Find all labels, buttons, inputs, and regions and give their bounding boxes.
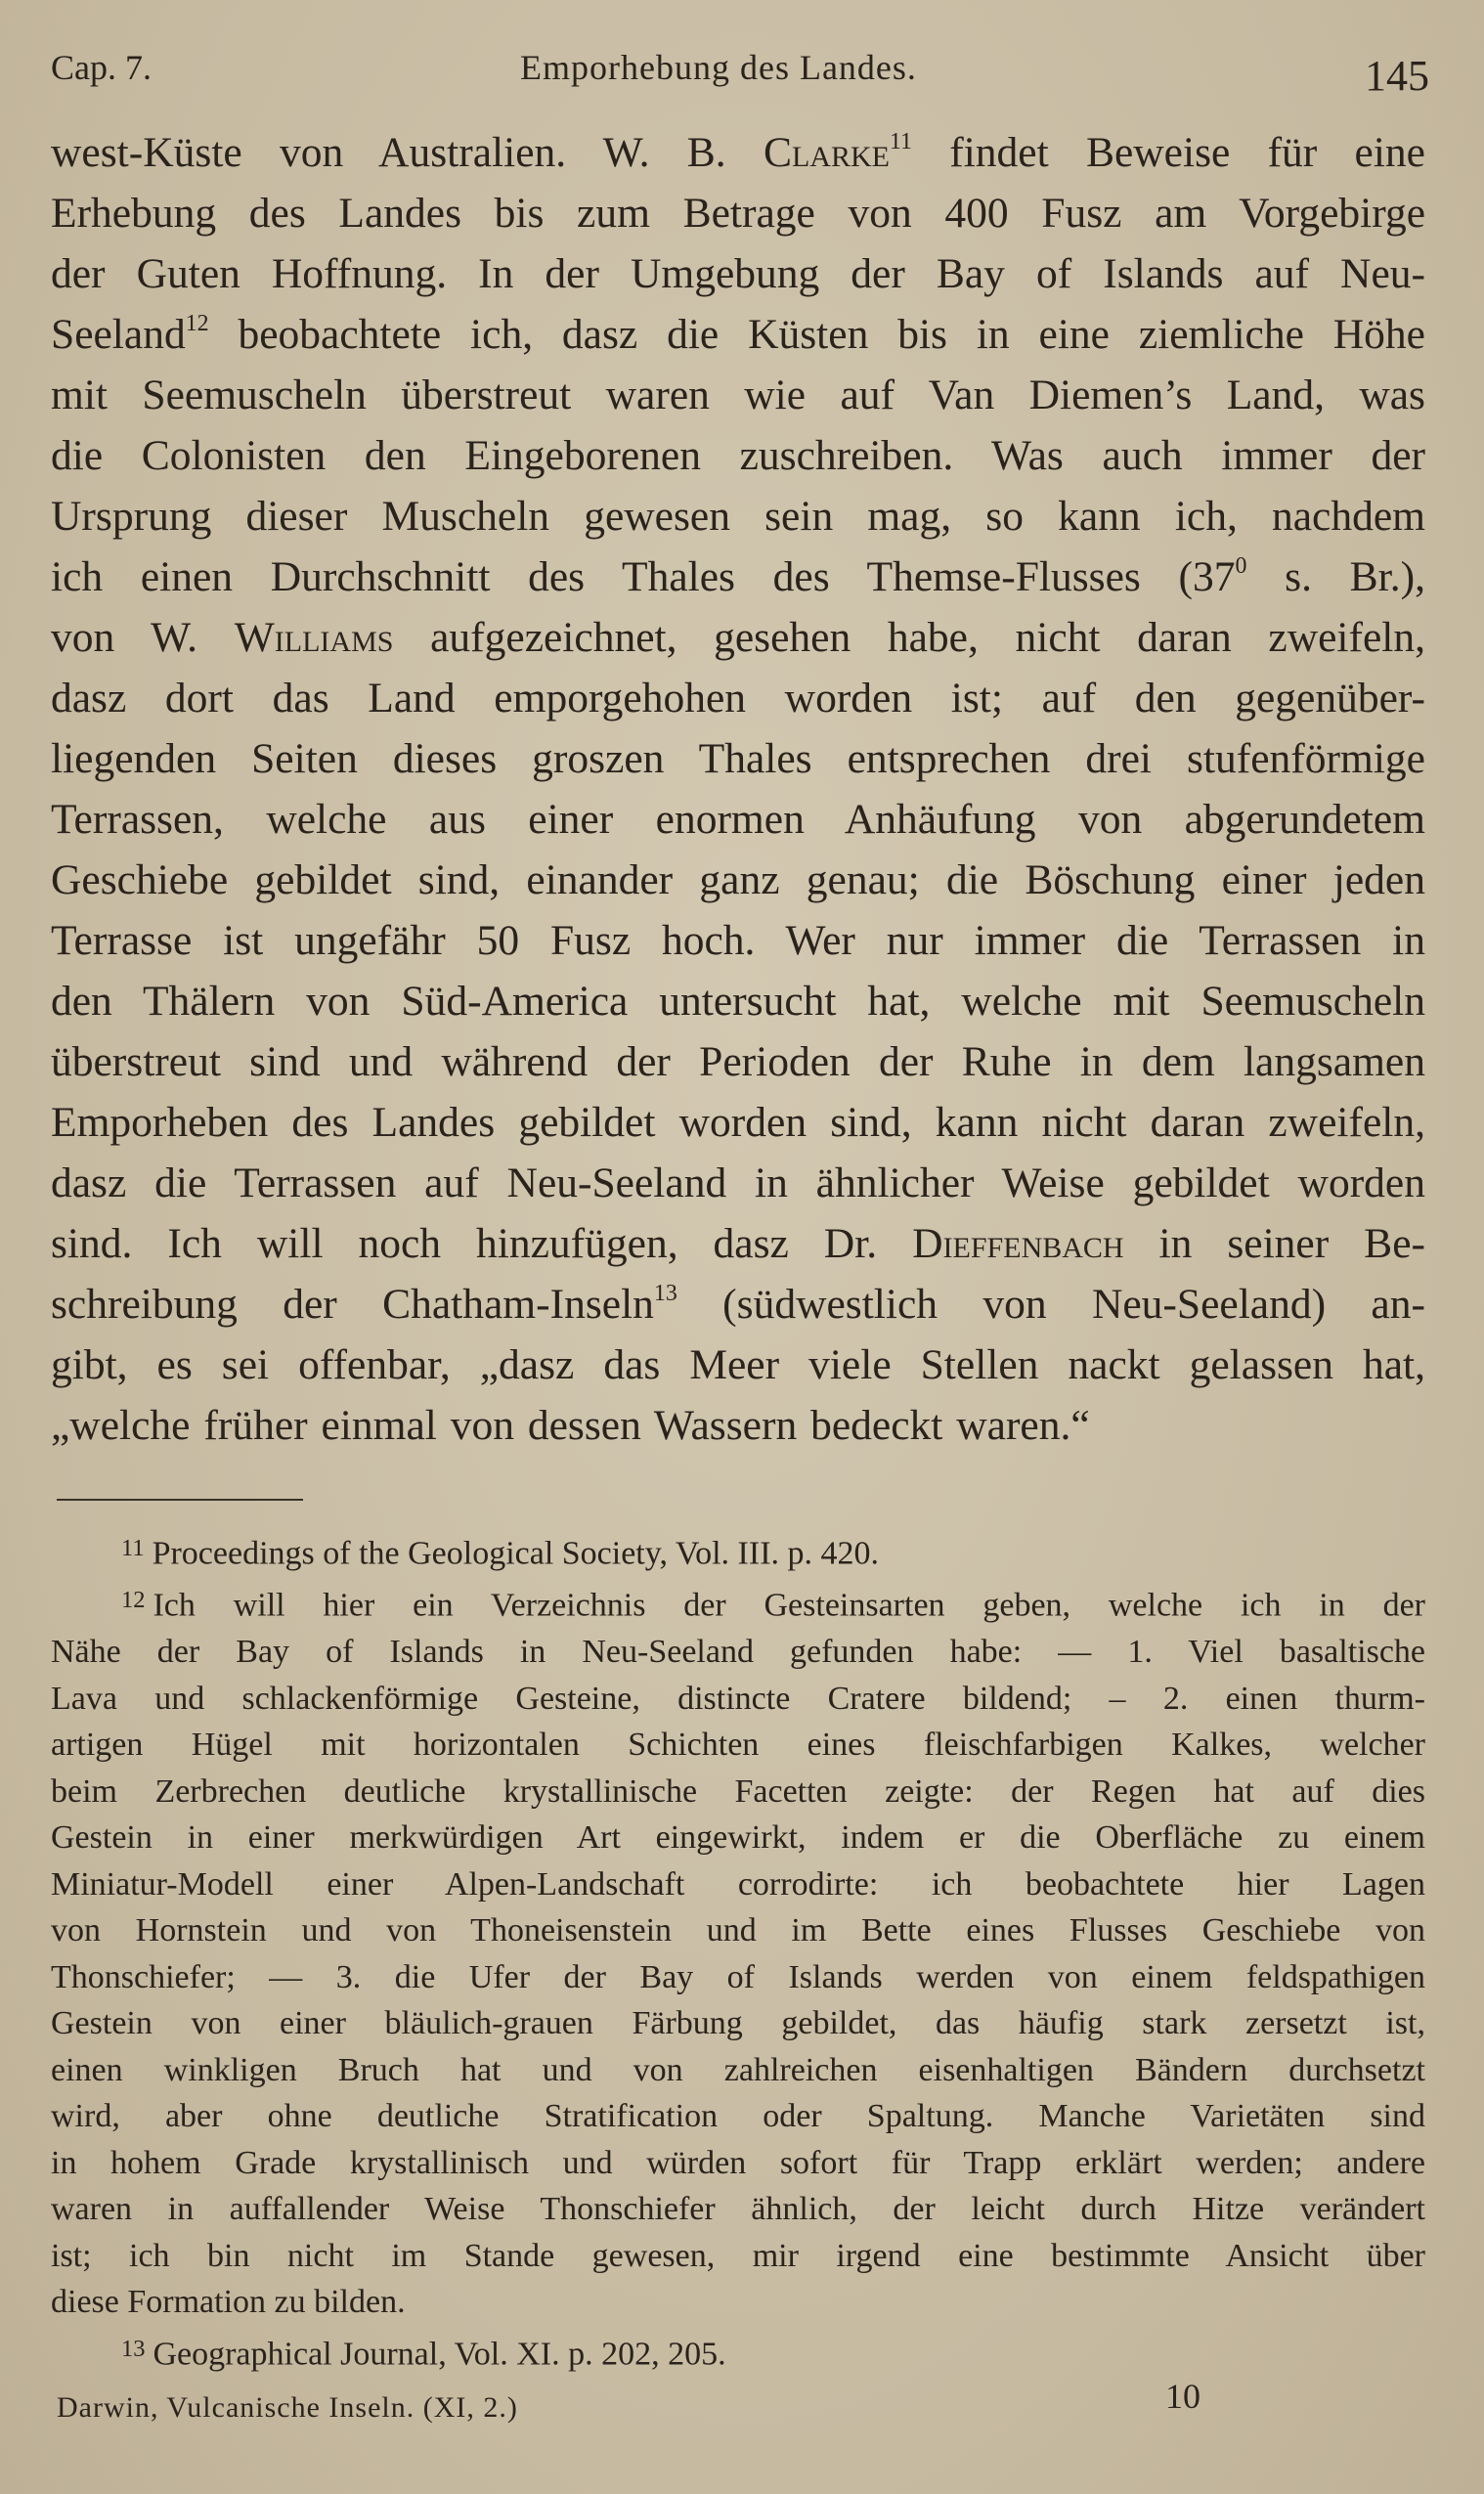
footnote-ref: 0 bbox=[1235, 553, 1247, 580]
page-footer bbox=[57, 2376, 1200, 2434]
footnote-line: wird, aber ohne deutliche Stratification oder Spaltung. Manche Varietäten sind bbox=[51, 2098, 1425, 2135]
text-line: Ursprung dieser Muscheln gewesen sein mag, so kann ich, nachdem bbox=[51, 493, 1425, 540]
footnote-ref: 13 bbox=[653, 1281, 677, 1307]
text-line: Emporheben des Landes gebildet worden sind, kann nicht daran zweifeln, bbox=[51, 1099, 1425, 1146]
text-line: dasz dort das Land emporgehohen worden ist; auf den gegenüber- bbox=[51, 675, 1425, 722]
text-line: überstreut sind und während der Perioden der Ruhe in dem langsamen bbox=[51, 1038, 1425, 1085]
page-number: 145 bbox=[1365, 52, 1429, 100]
footnote-line: Miniatur-Modell einer Alpen-Landschaft corrodirte: ich beobachtete hier Lagen bbox=[51, 1865, 1425, 1903]
footnote-line: beim Zerbrechen deutliche krystallinische Facetten zeigte: der Regen hat auf dies bbox=[51, 1772, 1425, 1810]
footnote-11 bbox=[51, 1525, 1425, 1577]
footnote-line: ist; ich bin nicht im Stande gewesen, mir irgend eine bestimmte Ansicht über bbox=[51, 2237, 1425, 2274]
text-line: von W. Williams aufgezeichnet, gesehen habe, nicht daran zweifeln, bbox=[51, 614, 1426, 661]
footnotes bbox=[51, 1525, 1425, 2378]
footnote-ref: 11 bbox=[889, 129, 912, 155]
text-line: Geschiebe gebildet sind, einander ganz genau; die Böschung einer jeden bbox=[51, 856, 1425, 903]
footnote-line: $^{12}$ Ich will hier ein Verzeichnis der Gesteinsarten geben, welche ich in der bbox=[121, 1587, 1425, 1624]
footnote-number: 12 bbox=[121, 1587, 146, 1614]
footnote-divider bbox=[57, 1499, 303, 1501]
text-line: schreibung der Chatham-Inseln$^{13}$ (südwestlich von Neu-Seeland) an- bbox=[51, 1281, 1425, 1328]
text-line: die Colonisten den Eingeborenen zuschreiben. Was auch immer der bbox=[51, 432, 1425, 479]
text-line: dasz die Terrassen auf Neu-Seeland in ähnlicher Weise gebildet worden bbox=[51, 1159, 1425, 1206]
text-line: liegenden Seiten dieses groszen Thales entsprechen drei stufenförmige bbox=[51, 735, 1425, 782]
text-line: west-Küste von Australien. W. B. Clarke$^{11}$ findet Beweise für eine bbox=[51, 129, 1425, 176]
footnote-line: einen winkligen Bruch hat und von zahlreichen eisenhaltigen Bändern durchsetzt bbox=[51, 2051, 1425, 2088]
text-line: „welche früher einmal von dessen Wassern bedeckt waren.“ bbox=[51, 1402, 1090, 1449]
text-line: sind. Ich will noch hinzufügen, dasz Dr. Dieffenbach in seiner Be- bbox=[51, 1220, 1425, 1267]
text-line: der Guten Hoffnung. In der Umgebung der Bay of Islands auf Neu- bbox=[51, 250, 1425, 297]
text-line: Terrasse ist ungefähr 50 Fusz hoch. Wer nur immer die Terrassen in bbox=[51, 917, 1425, 964]
chapter-label: Cap. 7. bbox=[51, 48, 152, 87]
footnote-line: von Hornstein und von Thoneisenstein und im Bette eines Flusses Geschiebe von bbox=[51, 1912, 1425, 1949]
footnote-line: Gestein in einer merkwürdigen Art eingewirkt, indem er die Oberfläche zu einem bbox=[51, 1819, 1425, 1857]
footnote-13 bbox=[51, 2326, 1425, 2378]
footnote-line: artigen Hügel mit horizontalen Schichten eines fleischfarbigen Kalkes, welcher bbox=[51, 1727, 1425, 1764]
author-name: Dieffenbach bbox=[912, 1220, 1124, 1267]
text-line: gibt, es sei offenbar, „dasz das Meer viele Stellen nackt gelassen hat, bbox=[51, 1341, 1425, 1388]
author-name: Williams bbox=[234, 614, 394, 661]
footnote-line: Nähe der Bay of Islands in Neu-Seeland gefunden habe: — 1. Viel basaltische bbox=[51, 1634, 1425, 1671]
footnote-text: Geographical Journal, Vol. XI. p. 202, 205. bbox=[153, 2336, 726, 2373]
running-title: Emporhebung des Landes. bbox=[520, 48, 917, 87]
footnote-number: 13 bbox=[121, 2335, 146, 2362]
text-line: mit Seemuscheln überstreut waren wie auf Van Diemen’s Land, was bbox=[51, 372, 1425, 418]
author-name: Clarke bbox=[763, 129, 890, 176]
footnote-line: Gestein von einer bläulich-grauen Färbung gebildet, das häufig stark zersetzt ist, bbox=[51, 2005, 1425, 2042]
text-line: Terrassen, welche aus einer enormen Anhäufung von abgerundetem bbox=[51, 796, 1425, 843]
text-line: den Thälern von Süd-America untersucht hat, welche mit Seemuscheln bbox=[51, 978, 1425, 1025]
footnote-number: 11 bbox=[121, 1535, 145, 1561]
main-text bbox=[51, 122, 1425, 1456]
footnote-text: Proceedings of the Geological Society, Vol. III. p. 420. bbox=[152, 1535, 880, 1572]
text-line: Seeland$^{12}$ beobachtete ich, dasz die Küsten bis in eine ziemliche Höhe bbox=[51, 311, 1425, 358]
footnote-line: diese Formation zu bilden. bbox=[51, 2284, 406, 2321]
footnote-line: in hohem Grade krystallinisch und würden sofort für Trapp erklärt werden; andere bbox=[51, 2144, 1425, 2181]
text-line: ich einen Durchschnitt des Thales des Themse-Flusses ($37^0$ s. Br.), bbox=[51, 553, 1426, 600]
sheet-number: 10 bbox=[1165, 2377, 1200, 2416]
footnote-line: Thonschiefer; — 3. die Ufer der Bay of Islands werden von einem feldspathigen bbox=[51, 1958, 1425, 1995]
footnote-line: waren in auffallender Weise Thonschiefer ähnlich, der leicht durch Hitze verändert bbox=[51, 2191, 1425, 2228]
running-header bbox=[51, 37, 1429, 100]
text-line: Erhebung des Landes bis zum Betrage von 400 Fusz am Vorgebirge bbox=[51, 190, 1425, 237]
footnote-12 bbox=[51, 1577, 1425, 2326]
footnote-ref: 12 bbox=[185, 311, 209, 337]
footnote-line: Lava und schlackenförmige Gesteine, distincte Cratere bildend; – 2. einen thurm- bbox=[51, 1680, 1425, 1717]
signature-mark: Darwin, Vulcanische Inseln. (XI, 2.) bbox=[57, 2391, 518, 2424]
